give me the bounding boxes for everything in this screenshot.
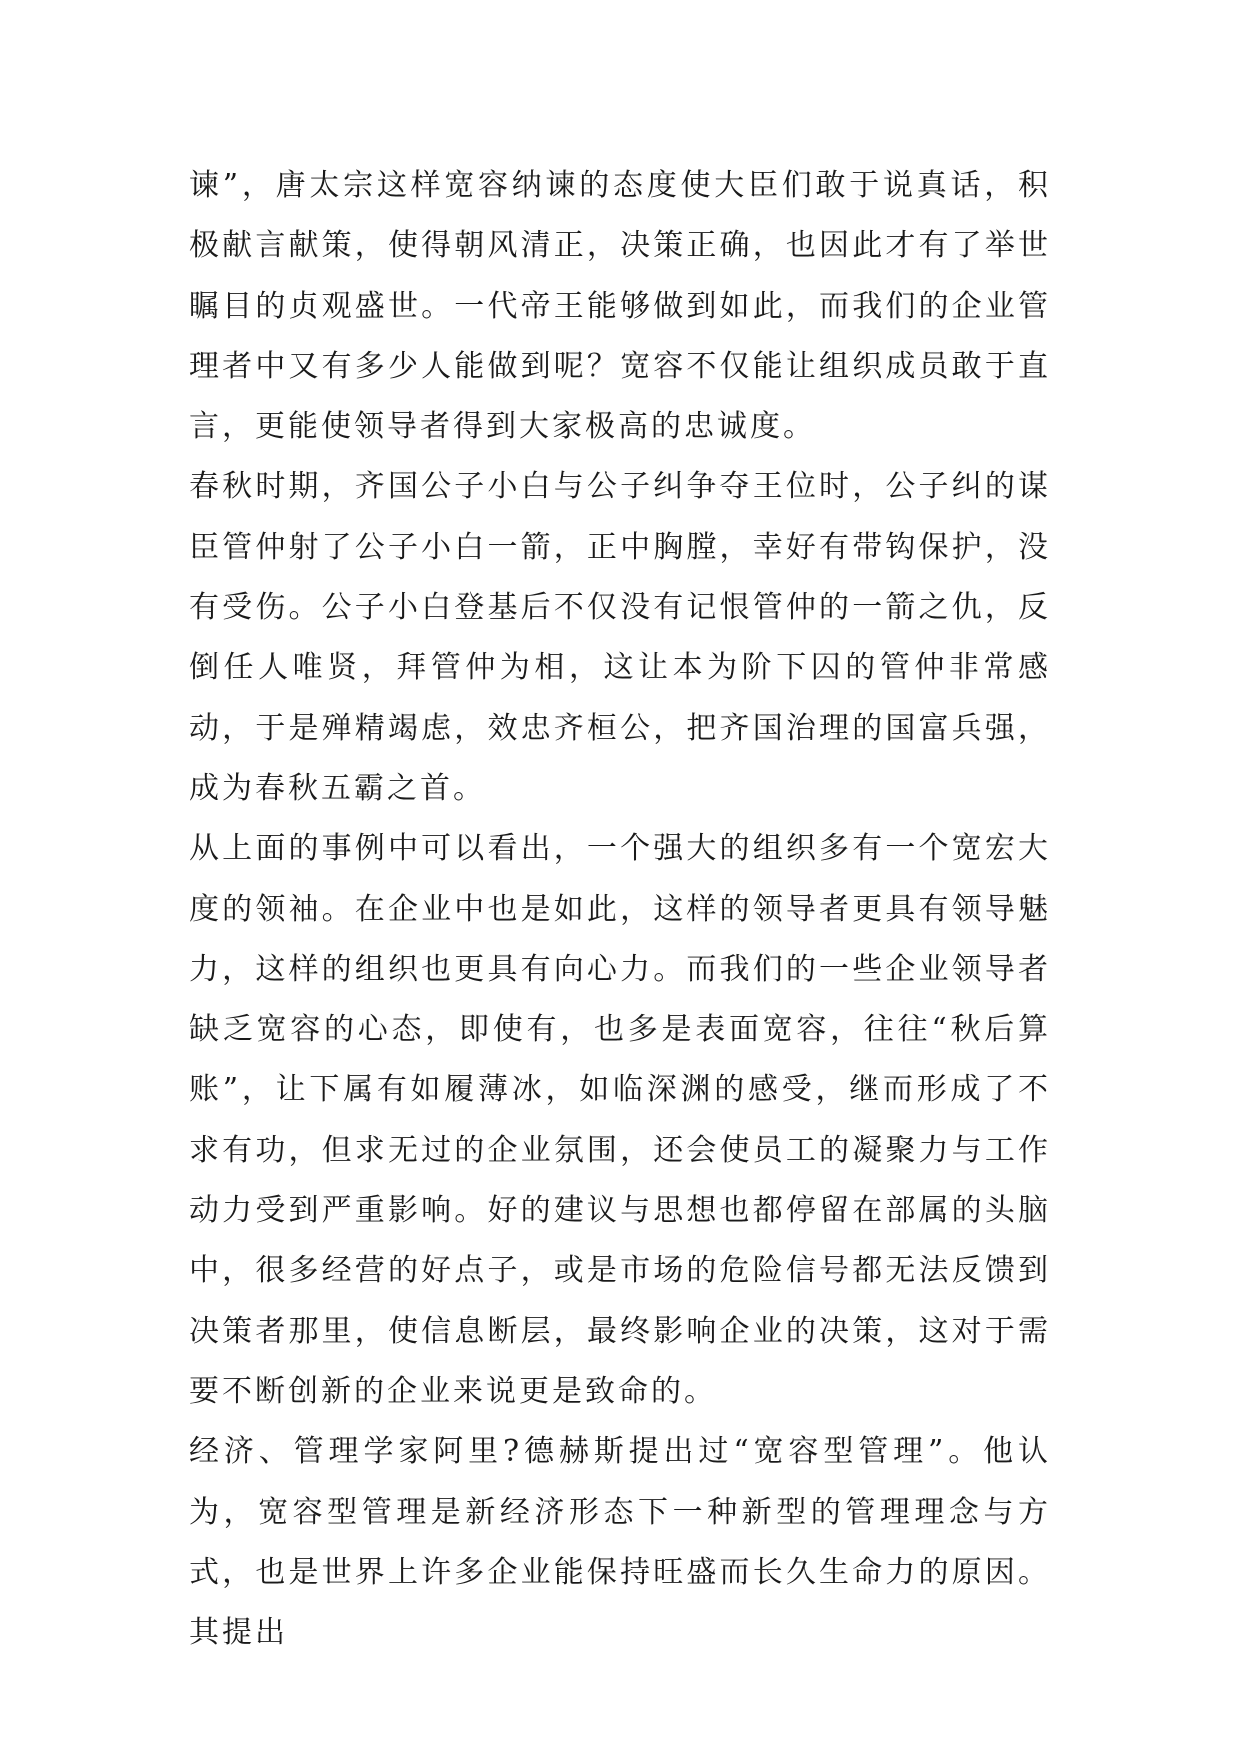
paragraph-3: 从上面的事例中可以看出，一个强大的组织多有一个宽宏大度的领袖。在企业中也是如此，这样的领导者更具有领导魅力，这样的组织也更具有向心力。而我们的一些企业领导者缺乏宽容的心态，即使有，也多是表面宽容，往往“秋后算账”，让下属有如履薄冰，如临深渊的感受，继而形成了不求有功，但求无过的企业氛围，还会使员工的凝聚力与工作动力受到严重影响。好的建议与思想也都停留在部属的头脑中，很多经营的好点子，或是市场的危险信号都无法反馈到决策者那里，使信息断层，最终影响企业的决策，这对于需要不断创新的企业来说更是致命的。 [189, 831, 1051, 1409]
paragraph-1: 谏”，唐太宗这样宽容纳谏的态度使大臣们敢于说真话，积极献言献策，使得朝风清正，决策正确，也因此才有了举世瞩目的贞观盛世。一代帝王能够做到如此，而我们的企业管理者中又有多少人能做到呢？宽容不仅能让组织成员敢于直言，更能使领导者得到大家极高的忠诚度。 [189, 168, 1051, 445]
body-text [189, 156, 1051, 1663]
paragraph-2: 春秋时期，齐国公子小白与公子纠争夺王位时，公子纠的谋臣管仲射了公子小白一箭，正中胸膛，幸好有带钩保护，没有受伤。公子小白登基后不仅没有记恨管仲的一箭之仇，反倒任人唯贤，拜管仲为相，这让本为阶下囚的管仲非常感动，于是殚精竭虑，效忠齐桓公，把齐国治理的国富兵强，成为春秋五霸之首。 [189, 469, 1051, 806]
paragraph-4: 经济、管理学家阿里?德赫斯提出过“宽容型管理”。他认为，宽容型管理是新经济形态下一种新型的管理理念与方式，也是世界上许多企业能保持旺盛而长久生命力的原因。其提出 [189, 1434, 1051, 1651]
